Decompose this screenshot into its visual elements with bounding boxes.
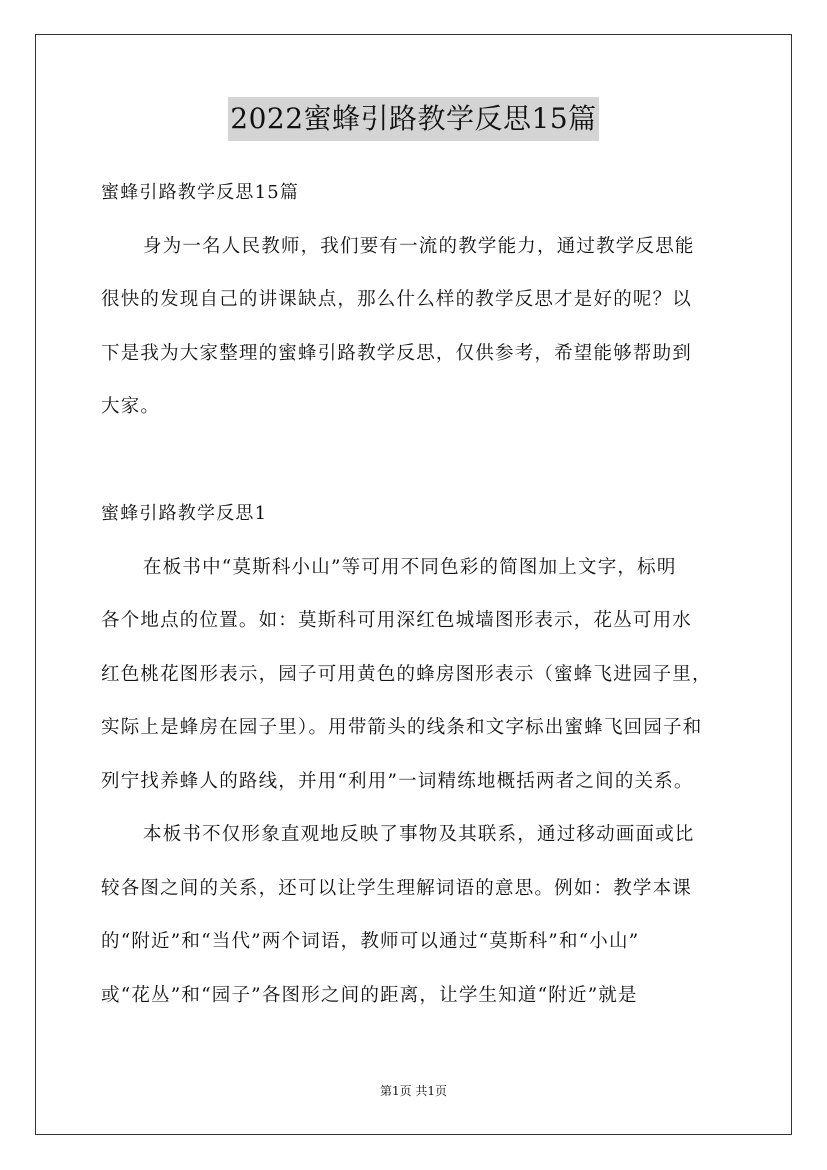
paragraph-line: 较各图之间的关系，还可以让学生理解词语的意思。例如：教学本课 [101,877,693,899]
paragraph-line: 在板书中“莫斯科小山”等可用不同色彩的简图加上文字，标明 [143,556,677,578]
document-subtitle: 蜜蜂引路教学反思15篇 [101,182,300,203]
intro-line: 下是我为大家整理的蜜蜂引路教学反思，仅供参考，希望能够帮助到 [101,342,693,364]
title-container [0,97,827,141]
paragraph-line: 本板书不仅形象直观地反映了事物及其联系，通过移动画面或比 [143,824,695,845]
document-body [101,166,741,1022]
intro-line: 身为一名人民教师，我们要有一流的教学能力，通过教学反思能 [143,235,695,257]
paragraph-line: 各个地点的位置。如：莫斯科可用深红色城墙图形表示，花丛可用水 [101,610,693,631]
paragraph-line: 的“附近”和“当代”两个词语，教师可以通过“莫斯科”和“小山” [101,931,640,952]
page-number-label: 第1页 共1页 [379,1084,448,1098]
paragraph-line: 列宁找养蜂人的路线，并用“利用”一词精练地概括两者之间的关系。 [101,770,694,792]
paragraph-line: 或“花丛”和“园子”各图形之间的距离，让学生知道“附近”就是 [101,984,638,1006]
intro-line: 很快的发现自己的讲课缺点，那么什么样的教学反思才是好的呢？以 [101,289,693,310]
section-heading: 蜜蜂引路教学反思1 [101,503,268,524]
blank-line [101,434,741,488]
intro-line: 大家。 [101,396,161,417]
paragraph-line: 实际上是蜂房在园子里）。用带箭头的线条和文字标出蜜蜂飞回园子和 [101,717,703,738]
paragraph-line: 红色桃花图形表示，园子可用黄色的蜂房图形表示（蜜蜂飞进园子里， [101,663,712,685]
page-footer [0,1082,827,1099]
document-title: 2022蜜蜂引路教学反思15篇 [228,97,598,141]
